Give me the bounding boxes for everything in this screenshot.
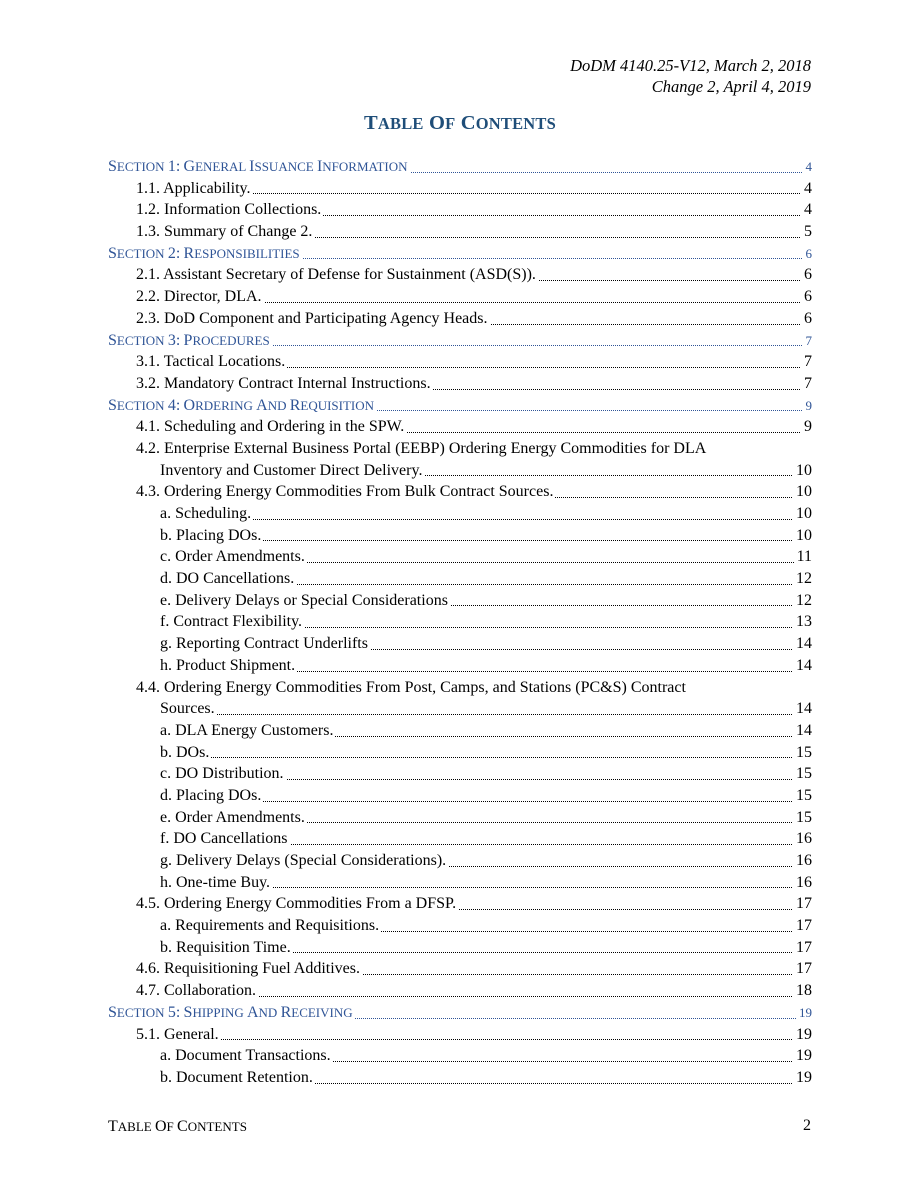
toc-entry-text: d. Placing DOs. [160,785,263,807]
footer-label: TABLE OF CONTENTS [108,1118,247,1135]
toc-entry-text: 4.2. Enterprise External Business Portal (EEBP) Ordering Energy Commodities for DLA [136,438,708,460]
toc-entry-page: 14 [793,698,812,720]
toc-entry[interactable] [108,937,812,959]
toc-section-entry[interactable] [108,330,812,352]
toc-entry[interactable] [108,720,812,742]
toc-entry-page: 15 [793,785,812,807]
toc-entry-page: 19 [793,1067,812,1089]
toc-entry[interactable] [108,460,812,482]
toc-entry-text: a. Scheduling. [160,503,253,525]
toc-entry[interactable] [108,872,812,894]
toc-entry-text: a. DLA Energy Customers. [160,720,335,742]
dot-leader [160,519,812,520]
toc-entry-page: 17 [793,958,812,980]
toc-entry-page: 17 [793,915,812,937]
toc-entry[interactable] [108,351,812,373]
dot-leader [160,714,812,715]
toc-entry[interactable] [108,199,812,221]
toc-entry[interactable] [108,763,812,785]
toc-entry-text: SECTION 4: ORDERING AND REQUISITION [108,395,376,417]
toc-entry-text: SECTION 5: SHIPPING AND RECEIVING [108,1002,355,1024]
toc-section-entry[interactable] [108,243,812,265]
toc-entry[interactable] [108,568,812,590]
toc-entry[interactable] [108,698,812,720]
toc-entry-text: a. Requirements and Requisitions. [160,915,381,937]
toc-section-entry[interactable] [108,1002,812,1024]
toc-entry-page: 10 [793,460,812,482]
toc-entry[interactable] [108,1024,812,1046]
toc-entry-text: 3.2. Mandatory Contract Internal Instructions. [136,373,433,395]
header-change-date: Change 2, April 4, 2019 [651,77,811,96]
toc-entry-page: 10 [793,503,812,525]
toc-entry-page: 12 [793,568,812,590]
table-of-contents [108,156,812,1089]
toc-entry[interactable] [108,742,812,764]
toc-entry-text: 3.1. Tactical Locations. [136,351,287,373]
toc-entry-page: 17 [793,893,812,915]
toc-section-entry[interactable] [108,395,812,417]
toc-entry-text: 4.7. Collaboration. [136,980,258,1002]
toc-entry[interactable] [108,481,812,503]
toc-entry-text: b. Document Retention. [160,1067,315,1089]
toc-entry-page: 15 [793,742,812,764]
toc-entry-page: 9 [803,395,813,417]
toc-entry-page: 16 [793,828,812,850]
toc-entry-text: SECTION 2: RESPONSIBILITIES [108,243,302,265]
toc-entry[interactable] [108,503,812,525]
toc-entry[interactable] [108,438,812,460]
toc-entry[interactable] [108,178,812,200]
toc-entry[interactable] [108,590,812,612]
toc-entry-text: 1.3. Summary of Change 2. [136,221,314,243]
toc-section-entry[interactable] [108,156,812,178]
toc-entry-text: 2.1. Assistant Secretary of Defense for Sustainment (ASD(S)). [136,264,538,286]
toc-entry[interactable] [108,893,812,915]
toc-entry-text: c. DO Distribution. [160,763,286,785]
toc-entry-page: 13 [793,611,812,633]
toc-entry[interactable] [108,828,812,850]
toc-entry-page: 15 [793,763,812,785]
toc-entry-text: e. Delivery Delays or Special Considerations [160,590,450,612]
toc-entry-page: 19 [793,1045,812,1067]
toc-entry-page: 4 [801,199,812,221]
toc-entry-page: 6 [801,286,812,308]
page-title: TABLE OF CONTENTS [364,112,556,134]
toc-entry-text: g. Delivery Delays (Special Considerations). [160,850,448,872]
toc-entry-text: b. DOs. [160,742,211,764]
toc-entry[interactable] [108,1045,812,1067]
toc-entry-text: 4.1. Scheduling and Ordering in the SPW. [136,416,406,438]
toc-entry[interactable] [108,633,812,655]
toc-entry[interactable] [108,655,812,677]
toc-entry-page: 16 [793,850,812,872]
toc-entry-page: 6 [803,243,813,265]
toc-entry-page: 14 [793,720,812,742]
footer-page-number: 2 [803,1117,811,1134]
toc-entry-text: h. Product Shipment. [160,655,297,677]
toc-entry-text: 2.2. Director, DLA. [136,286,264,308]
toc-entry-text: f. Contract Flexibility. [160,611,304,633]
dot-leader [136,1039,812,1040]
toc-entry-text: 4.6. Requisitioning Fuel Additives. [136,958,362,980]
toc-entry[interactable] [108,221,812,243]
toc-entry-text: e. Order Amendments. [160,807,307,829]
toc-entry-page: 19 [796,1002,812,1024]
toc-entry[interactable] [108,807,812,829]
toc-entry-page: 7 [801,373,812,395]
toc-entry-page: 17 [793,937,812,959]
toc-entry-page: 12 [793,590,812,612]
toc-entry-page: 11 [794,546,812,568]
toc-entry-page: 14 [793,633,812,655]
toc-entry-page: 6 [801,308,812,330]
toc-entry-page: 16 [793,872,812,894]
toc-entry[interactable] [108,677,812,699]
toc-entry[interactable] [108,416,812,438]
toc-entry-text: SECTION 3: PROCEDURES [108,330,272,352]
toc-entry[interactable] [108,308,812,330]
toc-entry-text: 2.3. DoD Component and Participating Agency Heads. [136,308,490,330]
toc-entry-page: 19 [793,1024,812,1046]
toc-entry[interactable] [108,525,812,547]
toc-entry-text: b. Requisition Time. [160,937,293,959]
header-doc-id: DoDM 4140.25-V12, March 2, 2018 [570,56,811,75]
toc-entry-text: b. Placing DOs. [160,525,263,547]
dot-leader [160,757,812,758]
toc-entry-page: 7 [801,351,812,373]
toc-entry-text: f. DO Cancellations [160,828,290,850]
toc-entry-page: 15 [793,807,812,829]
toc-entry-page: 4 [803,156,813,178]
toc-entry[interactable] [108,980,812,1002]
toc-entry-text: g. Reporting Contract Underlifts [160,633,370,655]
toc-entry[interactable] [108,1067,812,1089]
toc-entry-text: c. Order Amendments. [160,546,307,568]
toc-entry[interactable] [108,546,812,568]
toc-entry-text: d. DO Cancellations. [160,568,296,590]
toc-entry[interactable] [108,286,812,308]
toc-entry-text: a. Document Transactions. [160,1045,333,1067]
toc-entry-text: 4.4. Ordering Energy Commodities From Post, Camps, and Stations (PC&S) Contract [136,677,688,699]
toc-entry-text: Sources. [160,698,217,720]
toc-entry[interactable] [108,264,812,286]
toc-entry-page: 9 [801,416,812,438]
toc-entry-page: 10 [793,525,812,547]
toc-entry-text: 1.1. Applicability. [136,178,253,200]
toc-entry-page: 7 [803,330,813,352]
toc-entry[interactable] [108,915,812,937]
toc-entry-page: 6 [801,264,812,286]
toc-entry-page: 18 [793,980,812,1002]
toc-entry-text: 4.5. Ordering Energy Commodities From a DFSP. [136,893,458,915]
toc-entry[interactable] [108,850,812,872]
toc-entry[interactable] [108,373,812,395]
toc-entry[interactable] [108,958,812,980]
toc-entry-page: 14 [793,655,812,677]
toc-entry-text: SECTION 1: GENERAL ISSUANCE INFORMATION [108,156,410,178]
toc-entry-text: 4.3. Ordering Energy Commodities From Bulk Contract Sources. [136,481,555,503]
toc-entry-text: 1.2. Information Collections. [136,199,323,221]
toc-entry[interactable] [108,611,812,633]
toc-entry-page: 4 [801,178,812,200]
toc-entry-text: Inventory and Customer Direct Delivery. [160,460,424,482]
toc-entry-text: 5.1. General. [136,1024,221,1046]
toc-entry-text: h. One-time Buy. [160,872,272,894]
toc-entry-page: 10 [793,481,812,503]
toc-entry-page: 5 [801,221,812,243]
toc-entry[interactable] [108,785,812,807]
